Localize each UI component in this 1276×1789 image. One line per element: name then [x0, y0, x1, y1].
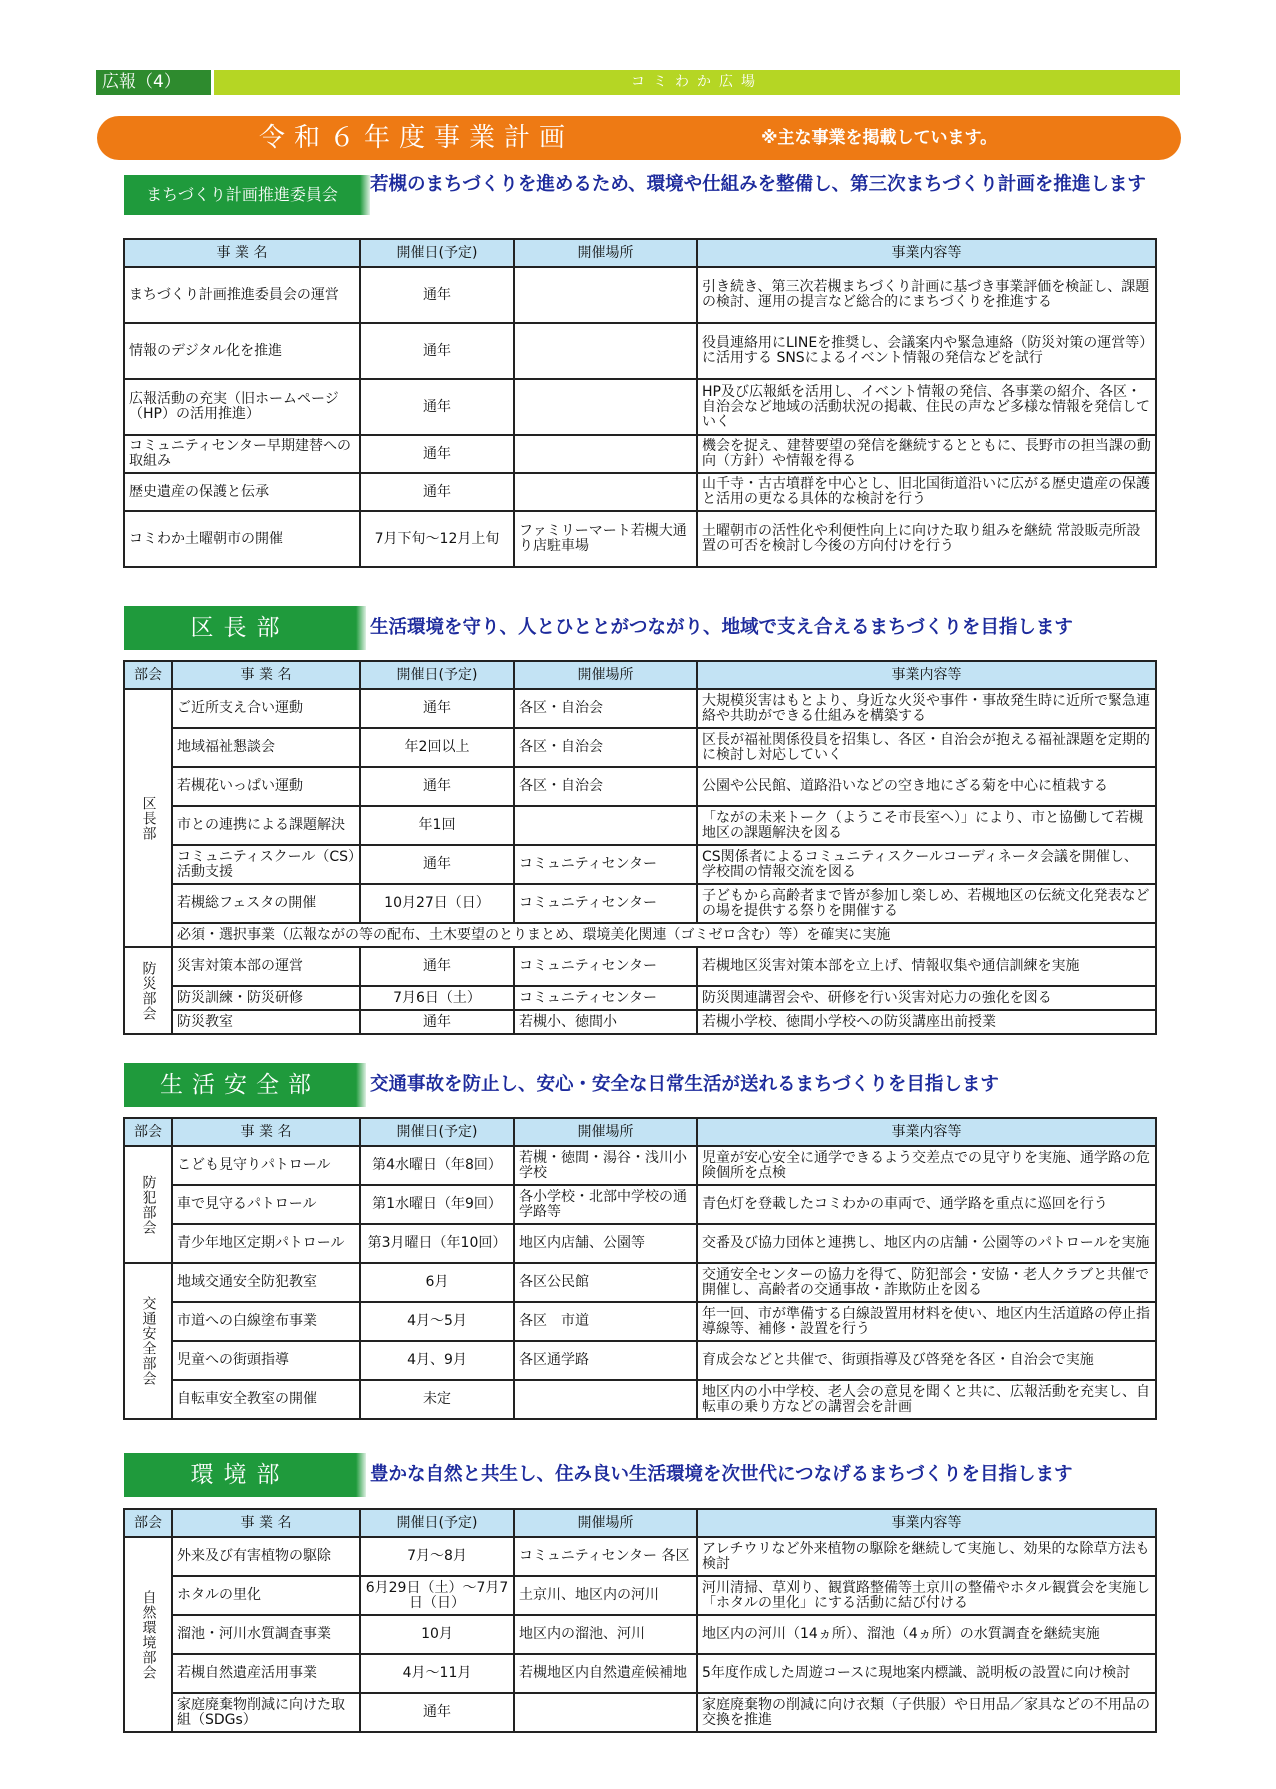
table-row	[124, 435, 1156, 473]
table-seikatsu	[123, 1117, 1157, 1420]
cell-content: 交番及び協力団体と連携し、地区内の店舗・公園等のパトロールを実施	[697, 1224, 1156, 1263]
cell-name: 防災教室	[172, 1010, 360, 1034]
table-row	[124, 845, 1156, 884]
cell-date: 通年	[360, 845, 514, 884]
cell-bukai: 交通安全部会	[124, 1263, 172, 1419]
table-row	[124, 1693, 1156, 1732]
cell-content: 地区内の小中学校、老人会の意見を聞くと共に、広報活動を充実し、自転車の乗り方などの講習会を計画	[697, 1380, 1156, 1419]
section-label-kucho: 区長部	[124, 606, 356, 650]
cell-date: 4月～11月	[360, 1654, 514, 1693]
table-row	[124, 1010, 1156, 1034]
page-title: 令和６年度事業計画	[259, 123, 575, 153]
cell-content: 山千寺・古古墳群を中心とし、旧北国街道沿いに広がる歴史遺産の保護と活用の更なる具体的な検討を行う	[697, 473, 1156, 511]
table-row	[124, 767, 1156, 806]
cell-date: 通年	[360, 689, 514, 728]
issue-label: 広報（4）	[96, 70, 211, 95]
cell-name: 市との連携による課題解決	[172, 806, 360, 845]
cell-date: 年2回以上	[360, 728, 514, 767]
cell-name: まちづくり計画推進委員会の運営	[124, 267, 360, 323]
cell-date: 通年	[360, 267, 514, 323]
cell-name: ホタルの里化	[172, 1576, 360, 1615]
cell-name: 自転車安全教室の開催	[172, 1380, 360, 1419]
cell-content: 公園や公民館、道路沿いなどの空き地にざる菊を中心に植栽する	[697, 767, 1156, 806]
cell-name: こども見守りパトロール	[172, 1146, 360, 1185]
col-name: 事 業 名	[172, 661, 360, 689]
cell-content: 青色灯を登載したコミわかの車両で、通学路を重点に巡回を行う	[697, 1185, 1156, 1224]
cell-place	[514, 806, 697, 845]
cell-name: 若槻花いっぱい運動	[172, 767, 360, 806]
table-kankyo	[123, 1508, 1157, 1733]
cell-content: 大規模災害はもとより、身近な火災や事件・事故発生時に近所で緊急連絡や共助ができる仕組みを構築する	[697, 689, 1156, 728]
col-name: 事 業 名	[124, 239, 360, 267]
table-row	[124, 728, 1156, 767]
cell-name: 車で見守るパトロール	[172, 1185, 360, 1224]
cell-content: 河川清掃、草刈り、観賞路整備等土京川の整備やホタル観賞会を実施し「ホタルの里化」にする活動に結び付ける	[697, 1576, 1156, 1615]
cell-date: 7月下旬～12月上旬	[360, 511, 514, 567]
cell-content: 若槻小学校、徳間小学校への防災講座出前授業	[697, 1010, 1156, 1034]
table-row	[124, 1224, 1156, 1263]
cell-content: 交通安全センターの協力を得て、防犯部会・安協・老人クラブと共催で開催し、高齢者の交通事故・詐欺防止を図る	[697, 1263, 1156, 1302]
cell-content: 「ながの未来トーク（ようこそ市長室へ）」により、市と協働して若槻地区の課題解決を図る	[697, 806, 1156, 845]
col-bukai: 部会	[124, 1509, 172, 1537]
cell-date: 6月29日（土）～7月7日（日）	[360, 1576, 514, 1615]
table-row	[124, 806, 1156, 845]
table-row	[124, 947, 1156, 986]
table-row	[124, 511, 1156, 567]
table-row	[124, 1146, 1156, 1185]
cell-date: 通年	[360, 473, 514, 511]
cell-name: 防災訓練・防災研修	[172, 986, 360, 1010]
table-header-row	[124, 661, 1156, 689]
col-date: 開催日(予定)	[360, 661, 514, 689]
cell-place: 各区公民館	[514, 1263, 697, 1302]
cell-place: コミュニティセンター 各区	[514, 1537, 697, 1576]
banner-note: ※主な事業を掲載しています。	[761, 128, 998, 148]
col-place: 開催場所	[514, 239, 697, 267]
cell-date: 通年	[360, 767, 514, 806]
col-bukai: 部会	[124, 661, 172, 689]
col-bukai: 部会	[124, 1118, 172, 1146]
cell-place: 各小学校・北部中学校の通学路等	[514, 1185, 697, 1224]
table-row	[124, 1380, 1156, 1419]
cell-date: 通年	[360, 1693, 514, 1732]
table-row	[124, 1263, 1156, 1302]
table-row	[124, 1615, 1156, 1654]
page-header	[96, 70, 1180, 95]
col-name: 事 業 名	[172, 1118, 360, 1146]
cell-date: 通年	[360, 379, 514, 435]
cell-date: 4月、9月	[360, 1341, 514, 1380]
cell-place	[514, 323, 697, 379]
table-row	[124, 986, 1156, 1010]
section-desc-machizukuri: 若槻のまちづくりを進めるため、環境や仕組みを整備し、第三次まちづくり計画を推進します	[370, 174, 1146, 195]
cell-content: 地区内の河川（14ヵ所）、溜池（4ヵ所）の水質調査を継続実施	[697, 1615, 1156, 1654]
cell-content: CS関係者によるコミュニティスクールコーディネータ会議を開催し、学校間の情報交流を図る	[697, 845, 1156, 884]
section-desc-kankyo: 豊かな自然と共生し、住み良い生活環境を次世代につなげるまちづくりを目指します	[370, 1464, 1073, 1485]
cell-name: 地域交通安全防犯教室	[172, 1263, 360, 1302]
cell-bukai: 自然環境部会	[124, 1537, 172, 1732]
cell-name: 歴史遺産の保護と伝承	[124, 473, 360, 511]
cell-place: コミュニティセンター	[514, 947, 697, 986]
cell-note: 必須・選択事業（広報ながの等の配布、土木要望のとりまとめ、環境美化関連（ゴミゼロ含む）等）を確実に実施	[172, 923, 1156, 947]
cell-date: 通年	[360, 947, 514, 986]
table-kucho	[123, 660, 1157, 1035]
cell-date: 7月～8月	[360, 1537, 514, 1576]
table-row	[124, 689, 1156, 728]
col-date: 開催日(予定)	[360, 1118, 514, 1146]
section-label-machizukuri: まちづくり計画推進委員会	[124, 175, 360, 215]
cell-content: アレチウリなど外来植物の駆除を継続して実施し、効果的な除草方法も検討	[697, 1537, 1156, 1576]
cell-content: 防災関連講習会や、研修を行い災害対応力の強化を図る	[697, 986, 1156, 1010]
cell-place: 若槻地区内自然遺産候補地	[514, 1654, 697, 1693]
cell-place	[514, 1380, 697, 1419]
table-row	[124, 323, 1156, 379]
cell-name: コミュニティセンター早期建替への取組み	[124, 435, 360, 473]
cell-content: 引き続き、第三次若槻まちづくり計画に基づき事業評価を検証し、課題の検討、運用の提言など総合的にまちづくりを推進する	[697, 267, 1156, 323]
cell-date: 6月	[360, 1263, 514, 1302]
cell-name: ご近所支え合い運動	[172, 689, 360, 728]
title-banner	[97, 116, 1181, 160]
table-row	[124, 1654, 1156, 1693]
col-date: 開催日(予定)	[360, 1509, 514, 1537]
cell-date: 4月～5月	[360, 1302, 514, 1341]
table-row	[124, 473, 1156, 511]
cell-bukai: 防災部会	[124, 947, 172, 1034]
col-name: 事 業 名	[172, 1509, 360, 1537]
cell-name: 児童への街頭指導	[172, 1341, 360, 1380]
section-label-seikatsu: 生活安全部	[124, 1063, 356, 1107]
cell-content: 児童が安心安全に通学できるよう交差点での見守りを実施、通学路の危険個所を点検	[697, 1146, 1156, 1185]
col-place: 開催場所	[514, 661, 697, 689]
cell-name: 家庭廃棄物削減に向けた取組（SDGs）	[172, 1693, 360, 1732]
cell-place: 各区・自治会	[514, 728, 697, 767]
cell-content: HP及び広報紙を活用し、イベント情報の発信、各事業の紹介、各区・自治会など地域の活動状況の掲載、住民の声など多様な情報を発信していく	[697, 379, 1156, 435]
cell-name: 外来及び有害植物の駆除	[172, 1537, 360, 1576]
cell-place: 各区・自治会	[514, 689, 697, 728]
cell-name: 若槻自然遺産活用事業	[172, 1654, 360, 1693]
table-header-row	[124, 1509, 1156, 1537]
cell-content: 子どもから高齢者まで皆が参加し楽しめ、若槻地区の伝統文化発表などの場を提供する祭りを開催する	[697, 884, 1156, 923]
cell-date: 第3月曜日（年10回）	[360, 1224, 514, 1263]
cell-content: 機会を捉え、建替要望の発信を継続するとともに、長野市の担当課の動向（方針）や情報を得る	[697, 435, 1156, 473]
cell-name: コミわか土曜朝市の開催	[124, 511, 360, 567]
table-row	[124, 1537, 1156, 1576]
cell-bukai: 区長部	[124, 689, 172, 947]
table-machizukuri	[123, 238, 1157, 568]
cell-place	[514, 267, 697, 323]
cell-date: 通年	[360, 323, 514, 379]
cell-name: 若槻総フェスタの開催	[172, 884, 360, 923]
cell-date: 第1水曜日（年9回）	[360, 1185, 514, 1224]
cell-place	[514, 1693, 697, 1732]
cell-date: 通年	[360, 435, 514, 473]
section-desc-kucho: 生活環境を守り、人とひととがつながり、地域で支え合えるまちづくりを目指します	[370, 617, 1073, 638]
section-desc-seikatsu: 交通事故を防止し、安心・安全な日常生活が送れるまちづくりを目指します	[370, 1074, 999, 1095]
cell-content: 5年度作成した周遊コースに現地案内標識、説明板の設置に向け検討	[697, 1654, 1156, 1693]
cell-bukai: 防犯部会	[124, 1146, 172, 1263]
table-row	[124, 923, 1156, 947]
cell-date: 未定	[360, 1380, 514, 1419]
cell-place: 各区・自治会	[514, 767, 697, 806]
cell-place: 各区 市道	[514, 1302, 697, 1341]
cell-content: 若槻地区災害対策本部を立上げ、情報収集や通信訓練を実施	[697, 947, 1156, 986]
cell-place: 若槻・徳間・湯谷・浅川小学校	[514, 1146, 697, 1185]
table-row	[124, 267, 1156, 323]
cell-place	[514, 379, 697, 435]
cell-content: 区長が福祉関係役員を招集し、各区・自治会が抱える福祉課題を定期的に検討し対応していく	[697, 728, 1156, 767]
cell-name: 市道への白線塗布事業	[172, 1302, 360, 1341]
cell-place	[514, 435, 697, 473]
cell-date: 第4水曜日（年8回）	[360, 1146, 514, 1185]
cell-name: 地域福祉懇談会	[172, 728, 360, 767]
cell-name: 青少年地区定期パトロール	[172, 1224, 360, 1263]
cell-name: 災害対策本部の運営	[172, 947, 360, 986]
section-label-kankyo: 環境部	[124, 1453, 356, 1497]
col-content: 事業内容等	[697, 1118, 1156, 1146]
cell-place: コミュニティセンター	[514, 986, 697, 1010]
table-row	[124, 1341, 1156, 1380]
table-row	[124, 884, 1156, 923]
cell-name: 広報活動の充実（旧ホームページ（HP）の活用推進）	[124, 379, 360, 435]
cell-content: 家庭廃棄物の削減に向け衣類（子供服）や日用品／家具などの不用品の交換を推進	[697, 1693, 1156, 1732]
cell-date: 年1回	[360, 806, 514, 845]
cell-place: 地区内店舗、公園等	[514, 1224, 697, 1263]
cell-name: 情報のデジタル化を推進	[124, 323, 360, 379]
col-place: 開催場所	[514, 1509, 697, 1537]
cell-place: 若槻小、徳間小	[514, 1010, 697, 1034]
cell-content: 育成会などと共催で、街頭指導及び啓発を各区・自治会で実施	[697, 1341, 1156, 1380]
col-content: 事業内容等	[697, 239, 1156, 267]
col-place: 開催場所	[514, 1118, 697, 1146]
col-content: 事業内容等	[697, 1509, 1156, 1537]
cell-content: 土曜朝市の活性化や利便性向上に向けた取り組みを継続 常設販売所設置の可否を検討し今後の方向付けを行う	[697, 511, 1156, 567]
table-row	[124, 1576, 1156, 1615]
table-row	[124, 1302, 1156, 1341]
cell-date: 通年	[360, 1010, 514, 1034]
cell-place	[514, 473, 697, 511]
col-date: 開催日(予定)	[360, 239, 514, 267]
cell-name: 溜池・河川水質調査事業	[172, 1615, 360, 1654]
table-row	[124, 1185, 1156, 1224]
table-header-row	[124, 1118, 1156, 1146]
cell-place: 地区内の溜池、河川	[514, 1615, 697, 1654]
cell-place: コミュニティセンター	[514, 845, 697, 884]
cell-date: 7月6日（土）	[360, 986, 514, 1010]
cell-place: 土京川、地区内の河川	[514, 1576, 697, 1615]
col-content: 事業内容等	[697, 661, 1156, 689]
cell-place: 各区通学路	[514, 1341, 697, 1380]
publication-name: コミわか広場	[214, 70, 1180, 95]
cell-content: 年一回、市が準備する白線設置用材料を使い、地区内生活道路の停止指導線等、補修・設置を行う	[697, 1302, 1156, 1341]
cell-content: 役員連絡用にLINEを推奨し、会議案内や緊急連絡（防災対策の運営等）に活用する SNSによるイベント情報の発信などを試行	[697, 323, 1156, 379]
cell-name: コミュニティスクール（CS）活動支援	[172, 845, 360, 884]
table-header-row	[124, 239, 1156, 267]
table-row	[124, 379, 1156, 435]
cell-place: ファミリーマート若槻大通り店駐車場	[514, 511, 697, 567]
cell-date: 10月27日（日）	[360, 884, 514, 923]
cell-date: 10月	[360, 1615, 514, 1654]
cell-place: コミュニティセンター	[514, 884, 697, 923]
